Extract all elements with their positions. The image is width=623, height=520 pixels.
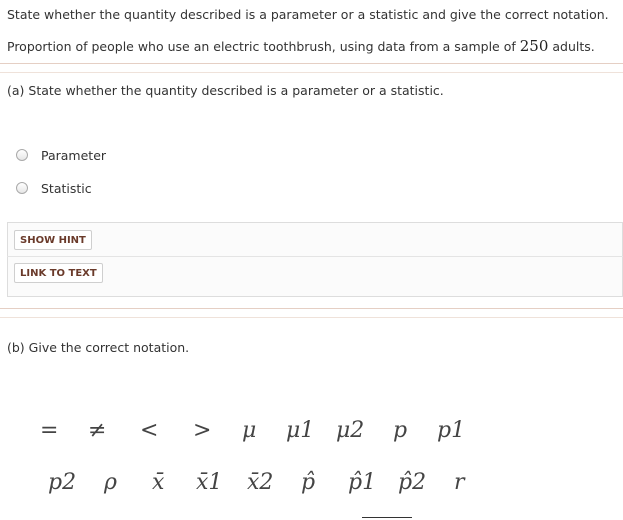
symbol-p2-text: p2 bbox=[48, 470, 77, 495]
symbol-p-hat[interactable] bbox=[301, 470, 315, 495]
hint-panel bbox=[7, 222, 623, 297]
part-a-prompt: (a) State whether the quantity described is a parameter or a statistic. bbox=[7, 83, 444, 98]
divider-top-2 bbox=[0, 72, 623, 73]
statistic-label: Statistic bbox=[41, 180, 92, 196]
symbol-mu2[interactable] bbox=[336, 418, 364, 443]
symbol-x-bar[interactable] bbox=[152, 470, 164, 495]
symbol-p2[interactable] bbox=[48, 470, 76, 495]
part-b-prompt: (b) Give the correct notation. bbox=[7, 340, 190, 355]
symbol-p-hat-2-text: p̂2 bbox=[398, 470, 427, 495]
symbol-x-bar-1-text: x̄1 bbox=[196, 470, 223, 495]
show-hint-button[interactable]: SHOW HINT bbox=[14, 230, 92, 250]
symbol-greater-than[interactable]: > bbox=[193, 418, 212, 443]
symbol-x-bar-text: x̄ bbox=[152, 470, 165, 495]
symbol-p1-text: p1 bbox=[437, 418, 466, 443]
question-line-1: State whether the quantity described is a parameter or a statistic and give the correct notation. bbox=[7, 7, 609, 22]
answer-input-line[interactable] bbox=[362, 517, 412, 518]
hint-panel-divider bbox=[7, 256, 623, 257]
symbol-p-hat-2[interactable] bbox=[398, 470, 426, 495]
divider-mid bbox=[0, 308, 623, 309]
symbol-r-text: r bbox=[454, 470, 465, 495]
symbol-mu[interactable] bbox=[242, 418, 256, 443]
divider-top bbox=[0, 63, 623, 64]
symbol-x-bar-1[interactable] bbox=[196, 470, 222, 495]
link-to-text-button[interactable]: LINK TO TEXT bbox=[14, 263, 103, 283]
symbol-mu2-text: μ2 bbox=[336, 418, 365, 443]
divider-mid-2 bbox=[0, 317, 623, 318]
symbol-p1[interactable] bbox=[437, 418, 465, 443]
symbol-mu-text: μ bbox=[242, 418, 257, 443]
symbol-not-equal[interactable]: ≠ bbox=[88, 418, 107, 443]
symbol-x-bar-2-text: x̄2 bbox=[247, 470, 274, 495]
parameter-radio[interactable] bbox=[16, 149, 28, 161]
question-line-2-suffix: adults. bbox=[548, 39, 595, 54]
question-line-2 bbox=[7, 37, 595, 55]
statistic-radio[interactable] bbox=[16, 182, 28, 194]
symbol-rho[interactable] bbox=[104, 470, 117, 495]
symbol-r[interactable] bbox=[454, 470, 465, 495]
parameter-label: Parameter bbox=[41, 147, 107, 163]
symbol-p-hat-text: p̂ bbox=[301, 470, 316, 495]
symbol-p[interactable] bbox=[393, 418, 407, 443]
symbol-rho-text: ρ bbox=[104, 470, 117, 495]
option-parameter[interactable] bbox=[16, 147, 106, 163]
symbol-p-hat-1-text: p̂1 bbox=[348, 470, 377, 495]
symbol-p-text: p bbox=[393, 418, 408, 443]
symbol-mu1-text: μ1 bbox=[286, 418, 315, 443]
symbol-equals[interactable]: = bbox=[40, 418, 59, 443]
sample-size-number: 250 bbox=[519, 37, 549, 55]
symbol-mu1[interactable] bbox=[286, 418, 314, 443]
question-line-2-prefix: Proportion of people who use an electric toothbrush, using data from a sample of bbox=[7, 39, 520, 54]
symbol-x-bar-2[interactable] bbox=[247, 470, 273, 495]
symbol-p-hat-1[interactable] bbox=[348, 470, 376, 495]
symbol-less-than[interactable]: < bbox=[140, 418, 159, 443]
option-statistic[interactable] bbox=[16, 180, 92, 196]
